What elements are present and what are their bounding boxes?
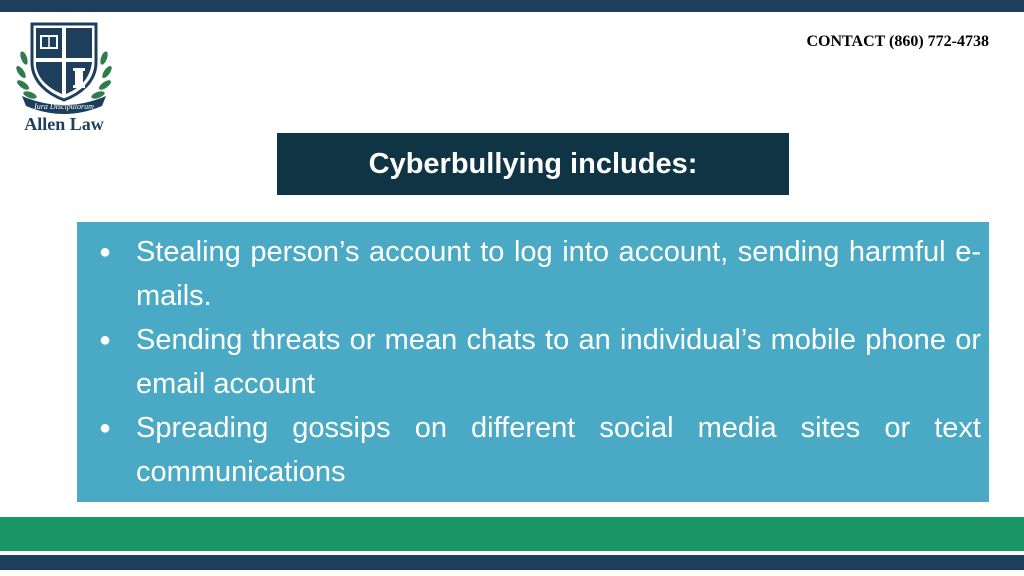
bullet-dot-icon: ●: [99, 329, 112, 351]
list-item: [77, 406, 981, 494]
footer-navy-bar: [0, 555, 1024, 570]
list-item: [77, 230, 981, 318]
shield-crest-icon: [14, 18, 114, 114]
bullet-text: Sending threats or mean chats to an individual’s mobile phone or email account: [136, 324, 981, 400]
bullet-dot-icon: ●: [99, 417, 112, 439]
logo-motto: Iura Discipulorum: [34, 102, 94, 111]
bullet-list: [77, 230, 981, 494]
bullet-content-box: [77, 222, 989, 502]
slide-title: Cyberbullying includes:: [368, 147, 698, 180]
slide-title-box: [277, 133, 789, 195]
contact-phone: CONTACT (860) 772-4738: [806, 33, 989, 50]
top-accent-bar: [0, 0, 1024, 12]
brand-name: Allen Law: [24, 114, 104, 134]
bullet-text: Stealing person’s account to log into account, sending harmful e-mails.: [136, 236, 981, 312]
bullet-dot-icon: ●: [99, 241, 112, 263]
allen-law-logo: [14, 18, 114, 136]
footer-green-band: [0, 517, 1024, 551]
bullet-text: Spreading gossips on different social media sites or text communications: [136, 412, 981, 488]
list-item: [77, 318, 981, 406]
